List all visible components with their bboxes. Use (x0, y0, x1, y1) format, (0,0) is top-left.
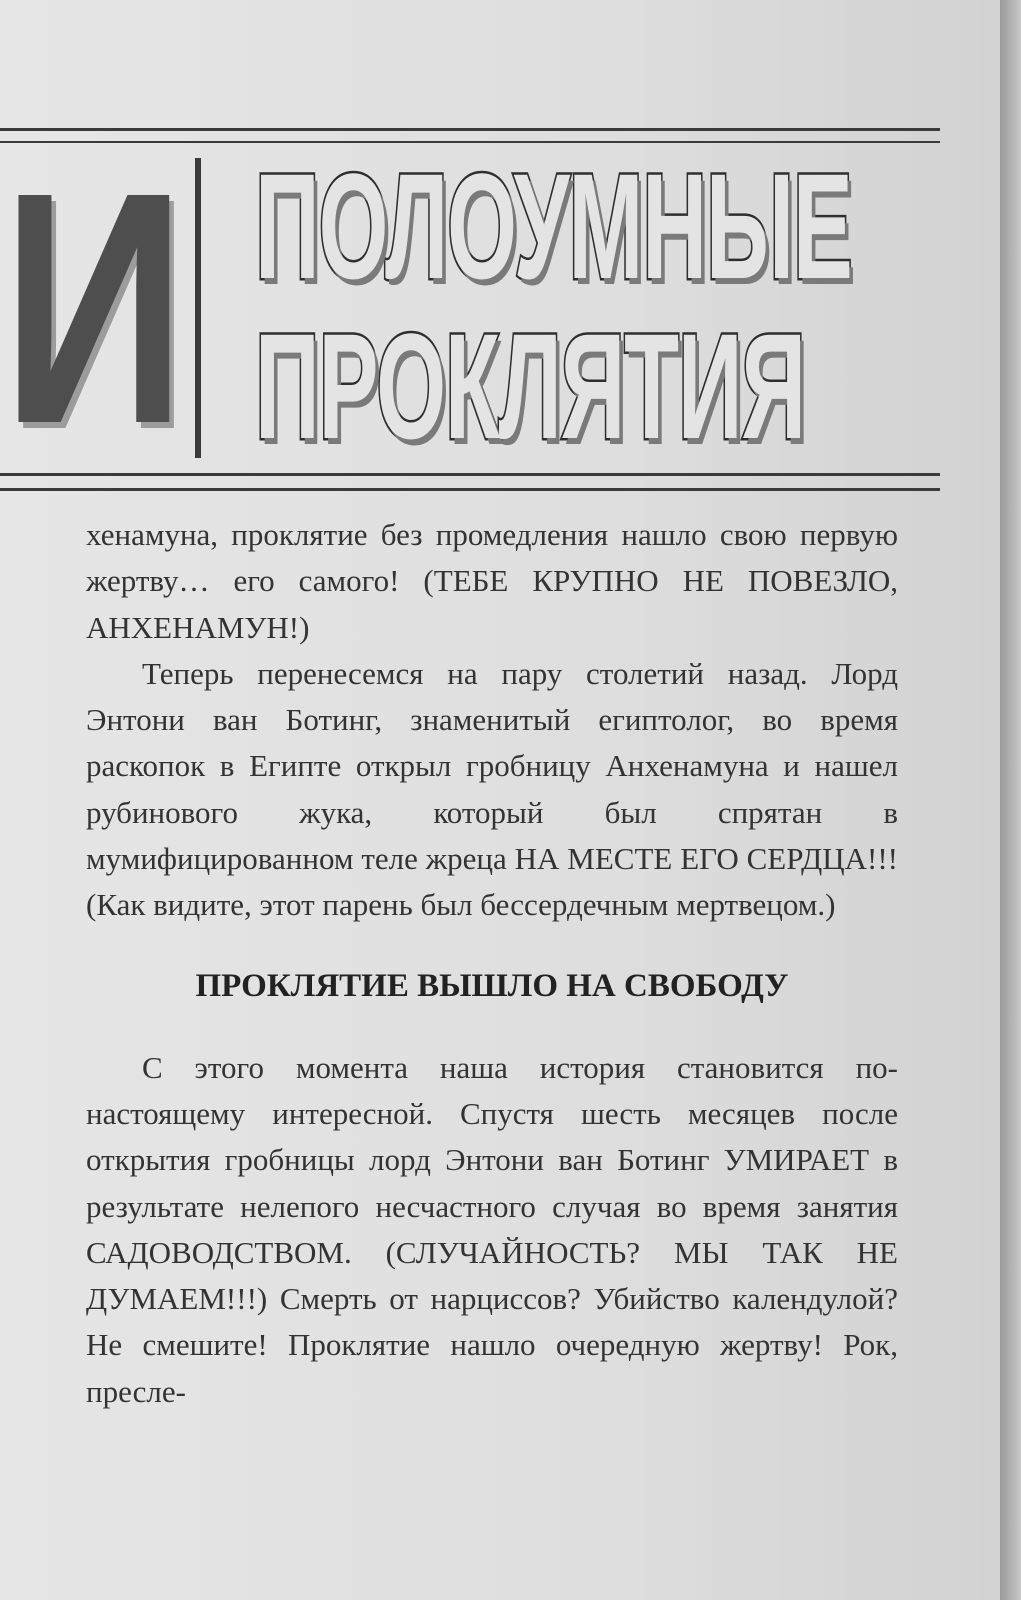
chapter-title (255, 142, 935, 470)
chapter-title-line-2: ПРОКЛЯТИЯ (255, 302, 805, 470)
section-heading: ПРОКЛЯТИЕ ВЫШЛО НА СВОБОДУ (195, 967, 789, 1004)
chapter-title-line-1: ПОЛОУМНЫЕ (255, 142, 852, 310)
paragraph-2: Теперь перенесемся на пару столетий назад. Лорд Энтони ван Ботинг, знаменитый египтолог, во время раскопок в Египте открыл гробницу Анхенамуна и нашел рубинового жука, который был спрятан в мумифицированном теле жреца НА МЕСТЕ ЕГО СЕРДЦА!!! (Как видите, этот парень был бессердечным мертвецом.) (86, 655, 898, 923)
page-edge-shadow (1000, 0, 1021, 1600)
chapter-letter: И (1, 123, 187, 492)
chapter-banner (0, 123, 940, 498)
paragraph-1: хенамуна, проклятие без промедления нашло свою первую жертву… его самого! (ТЕБЕ КРУПНО НЕ ПОВЕЗЛО, АНХЕНАМУН!) (86, 517, 898, 645)
paragraph-3: С этого момента наша история становится по-настоящему интересной. Спустя шесть месяцев после открытия гробницы лорд Энтони ван Ботинг УМИРАЕТ в результате нелепого несчастного случая во время занятия САДОВОДСТВОМ. (СЛУЧАЙНОСТЬ? МЫ ТАК НЕ ДУМАЕМ!!!) Смерть от нарциссов? Убийство календулой? Не смешите! Проклятие нашло очередную жертву! Рок, пресле- (86, 1049, 898, 1409)
body-text (86, 512, 898, 1415)
banner-bottom-rule (0, 473, 940, 491)
